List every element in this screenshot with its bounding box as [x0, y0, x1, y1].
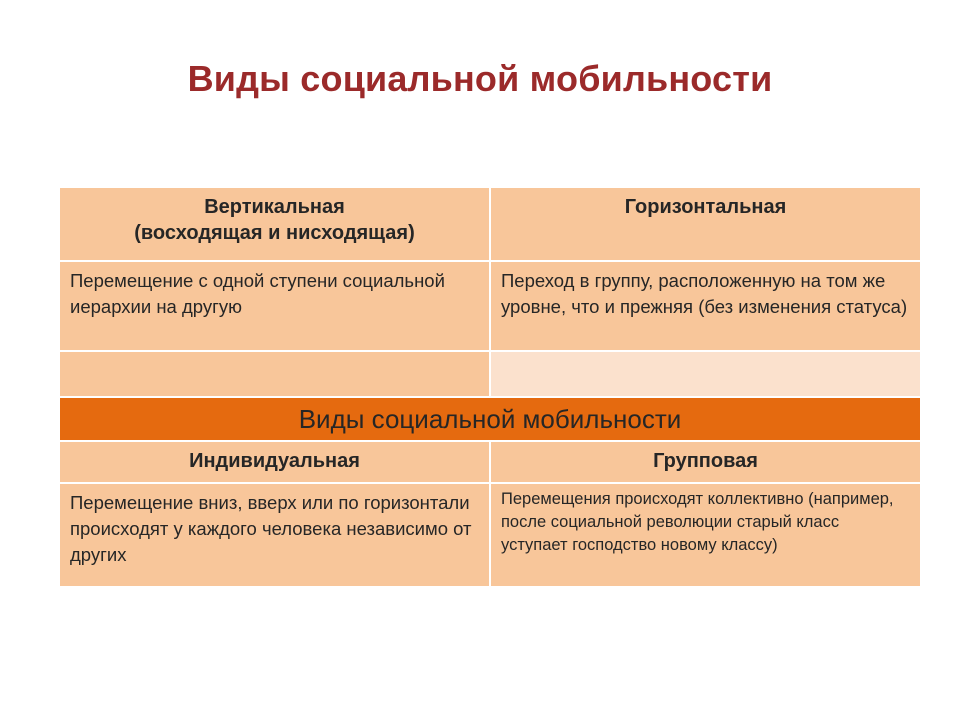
header-cell-group: [490, 441, 921, 483]
cell-vertical-description: [59, 261, 490, 351]
table-row: [59, 483, 921, 587]
vertical-description-text: Перемещение с одной ступени социальной иерархии на другую: [70, 270, 445, 317]
header-cell-horizontal: [490, 187, 921, 261]
individual-description-text: Перемещение вниз, вверх или по горизонтали происходят у каждого человека независимо от других: [70, 492, 472, 565]
table-row: [59, 261, 921, 351]
horizontal-description-text: Переход в группу, расположенную на том же уровне, что и прежняя (без изменения статуса): [501, 270, 908, 317]
cell-individual-description: [59, 483, 490, 587]
header-cell-individual: [59, 441, 490, 483]
band-title: Виды социальной мобильности: [298, 404, 682, 434]
table-row: [59, 187, 921, 261]
header-vertical-title: Вертикальная: [204, 196, 345, 218]
table-row: [59, 441, 921, 483]
mobility-table: [58, 186, 922, 588]
header-cell-vertical: [59, 187, 490, 261]
group-description-text: Перемещения происходят коллективно (например, после социальной революции старый класс уступает господство новому классу): [501, 490, 894, 554]
band-title-cell: [59, 397, 921, 441]
header-individual-title: Индивидуальная: [189, 450, 360, 472]
header-vertical-subtitle: (восходящая и нисходящая): [134, 222, 415, 244]
slide-title: Виды социальной мобильности: [187, 58, 773, 99]
header-horizontal-title: Горизонтальная: [624, 196, 787, 218]
empty-cell-left: [59, 351, 490, 397]
header-group-title: Групповая: [653, 450, 758, 472]
cell-group-description: [490, 483, 921, 587]
cell-horizontal-description: [490, 261, 921, 351]
empty-cell-right: [490, 351, 921, 397]
table-row-band: [59, 397, 921, 441]
table-row-empty: [59, 351, 921, 397]
